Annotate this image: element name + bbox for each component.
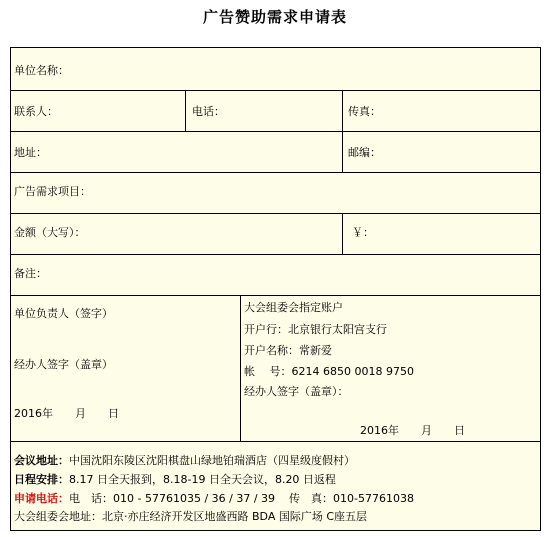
- hotline-phone: 电 话：010 - 57761035 / 36 / 37 / 39: [69, 492, 276, 505]
- venue-label: 会议地址：: [14, 454, 69, 467]
- account-number-label: 帐 号：: [244, 365, 292, 378]
- unit-name-label: 单位名称：: [14, 64, 69, 77]
- ad-project-label: 广告需求项目：: [14, 185, 91, 198]
- column-divider: [342, 213, 343, 254]
- venue-text: 中国沈阳东陵区沈阳棋盘山绿地铂瑞酒店（四星级度假村）: [69, 454, 355, 467]
- account-bank: 开户行：北京银行太阳宫支行: [244, 323, 387, 336]
- handler-signature-label: 经办人签字（盖章）: [14, 358, 113, 371]
- schedule-text: 8.17 日全天报到，8.18-19 日全天会议，8.20 日返程: [69, 473, 336, 486]
- phone-label: 电话：: [192, 105, 225, 118]
- sign-date-month: 月: [75, 407, 86, 420]
- hotline-label: 申请电话：: [14, 492, 69, 505]
- row-divider: [11, 254, 540, 255]
- account-number: 6214 6850 0018 9750: [291, 365, 414, 378]
- hotline-row: [14, 492, 414, 506]
- account-date: [360, 424, 465, 438]
- contact-label: 联系人：: [14, 105, 58, 118]
- office-address: 大会组委会地址：北京·亦庄经济开发区地盛西路 BDA 国际广场 C座五层: [14, 510, 368, 523]
- column-divider: [342, 131, 343, 172]
- account-date-month: 月: [421, 424, 432, 437]
- form-title: 广告赞助需求申请表: [202, 8, 347, 26]
- account-date-year: 2016年: [360, 424, 399, 437]
- remark-label: 备注：: [14, 267, 47, 280]
- row-divider: [11, 441, 540, 442]
- account-date-day: 日: [454, 424, 465, 437]
- postcode-label: 邮编：: [348, 146, 381, 159]
- sponsorship-form: [10, 47, 541, 531]
- account-heading: 大会组委会指定账户: [244, 301, 343, 314]
- sign-date-year: 2016年: [14, 407, 53, 420]
- column-divider: [342, 90, 343, 131]
- responsible-signature-label: 单位负责人（签字）: [14, 307, 113, 320]
- row-divider: [11, 213, 540, 214]
- venue-row: [14, 454, 355, 468]
- row-divider: [11, 172, 540, 173]
- column-divider: [185, 90, 186, 131]
- schedule-label: 日程安排：: [14, 473, 69, 486]
- yen-label: ￥：: [352, 226, 374, 239]
- row-divider: [11, 131, 540, 132]
- fax-label: 传真：: [348, 105, 381, 118]
- account-name: 开户名称：常新爱: [244, 344, 332, 357]
- sign-date-day: 日: [108, 407, 119, 420]
- row-divider: [11, 295, 540, 296]
- schedule-row: [14, 473, 336, 487]
- column-divider: [240, 295, 241, 441]
- sign-date: [14, 407, 119, 421]
- account-number-row: [244, 365, 414, 379]
- hotline-fax: 传 真：010-57761038: [289, 492, 414, 505]
- row-divider: [11, 90, 540, 91]
- address-label: 地址：: [14, 146, 47, 159]
- account-handler-label: 经办人签字（盖章）：: [244, 385, 349, 398]
- amount-label: 金额（大写）：: [14, 226, 86, 239]
